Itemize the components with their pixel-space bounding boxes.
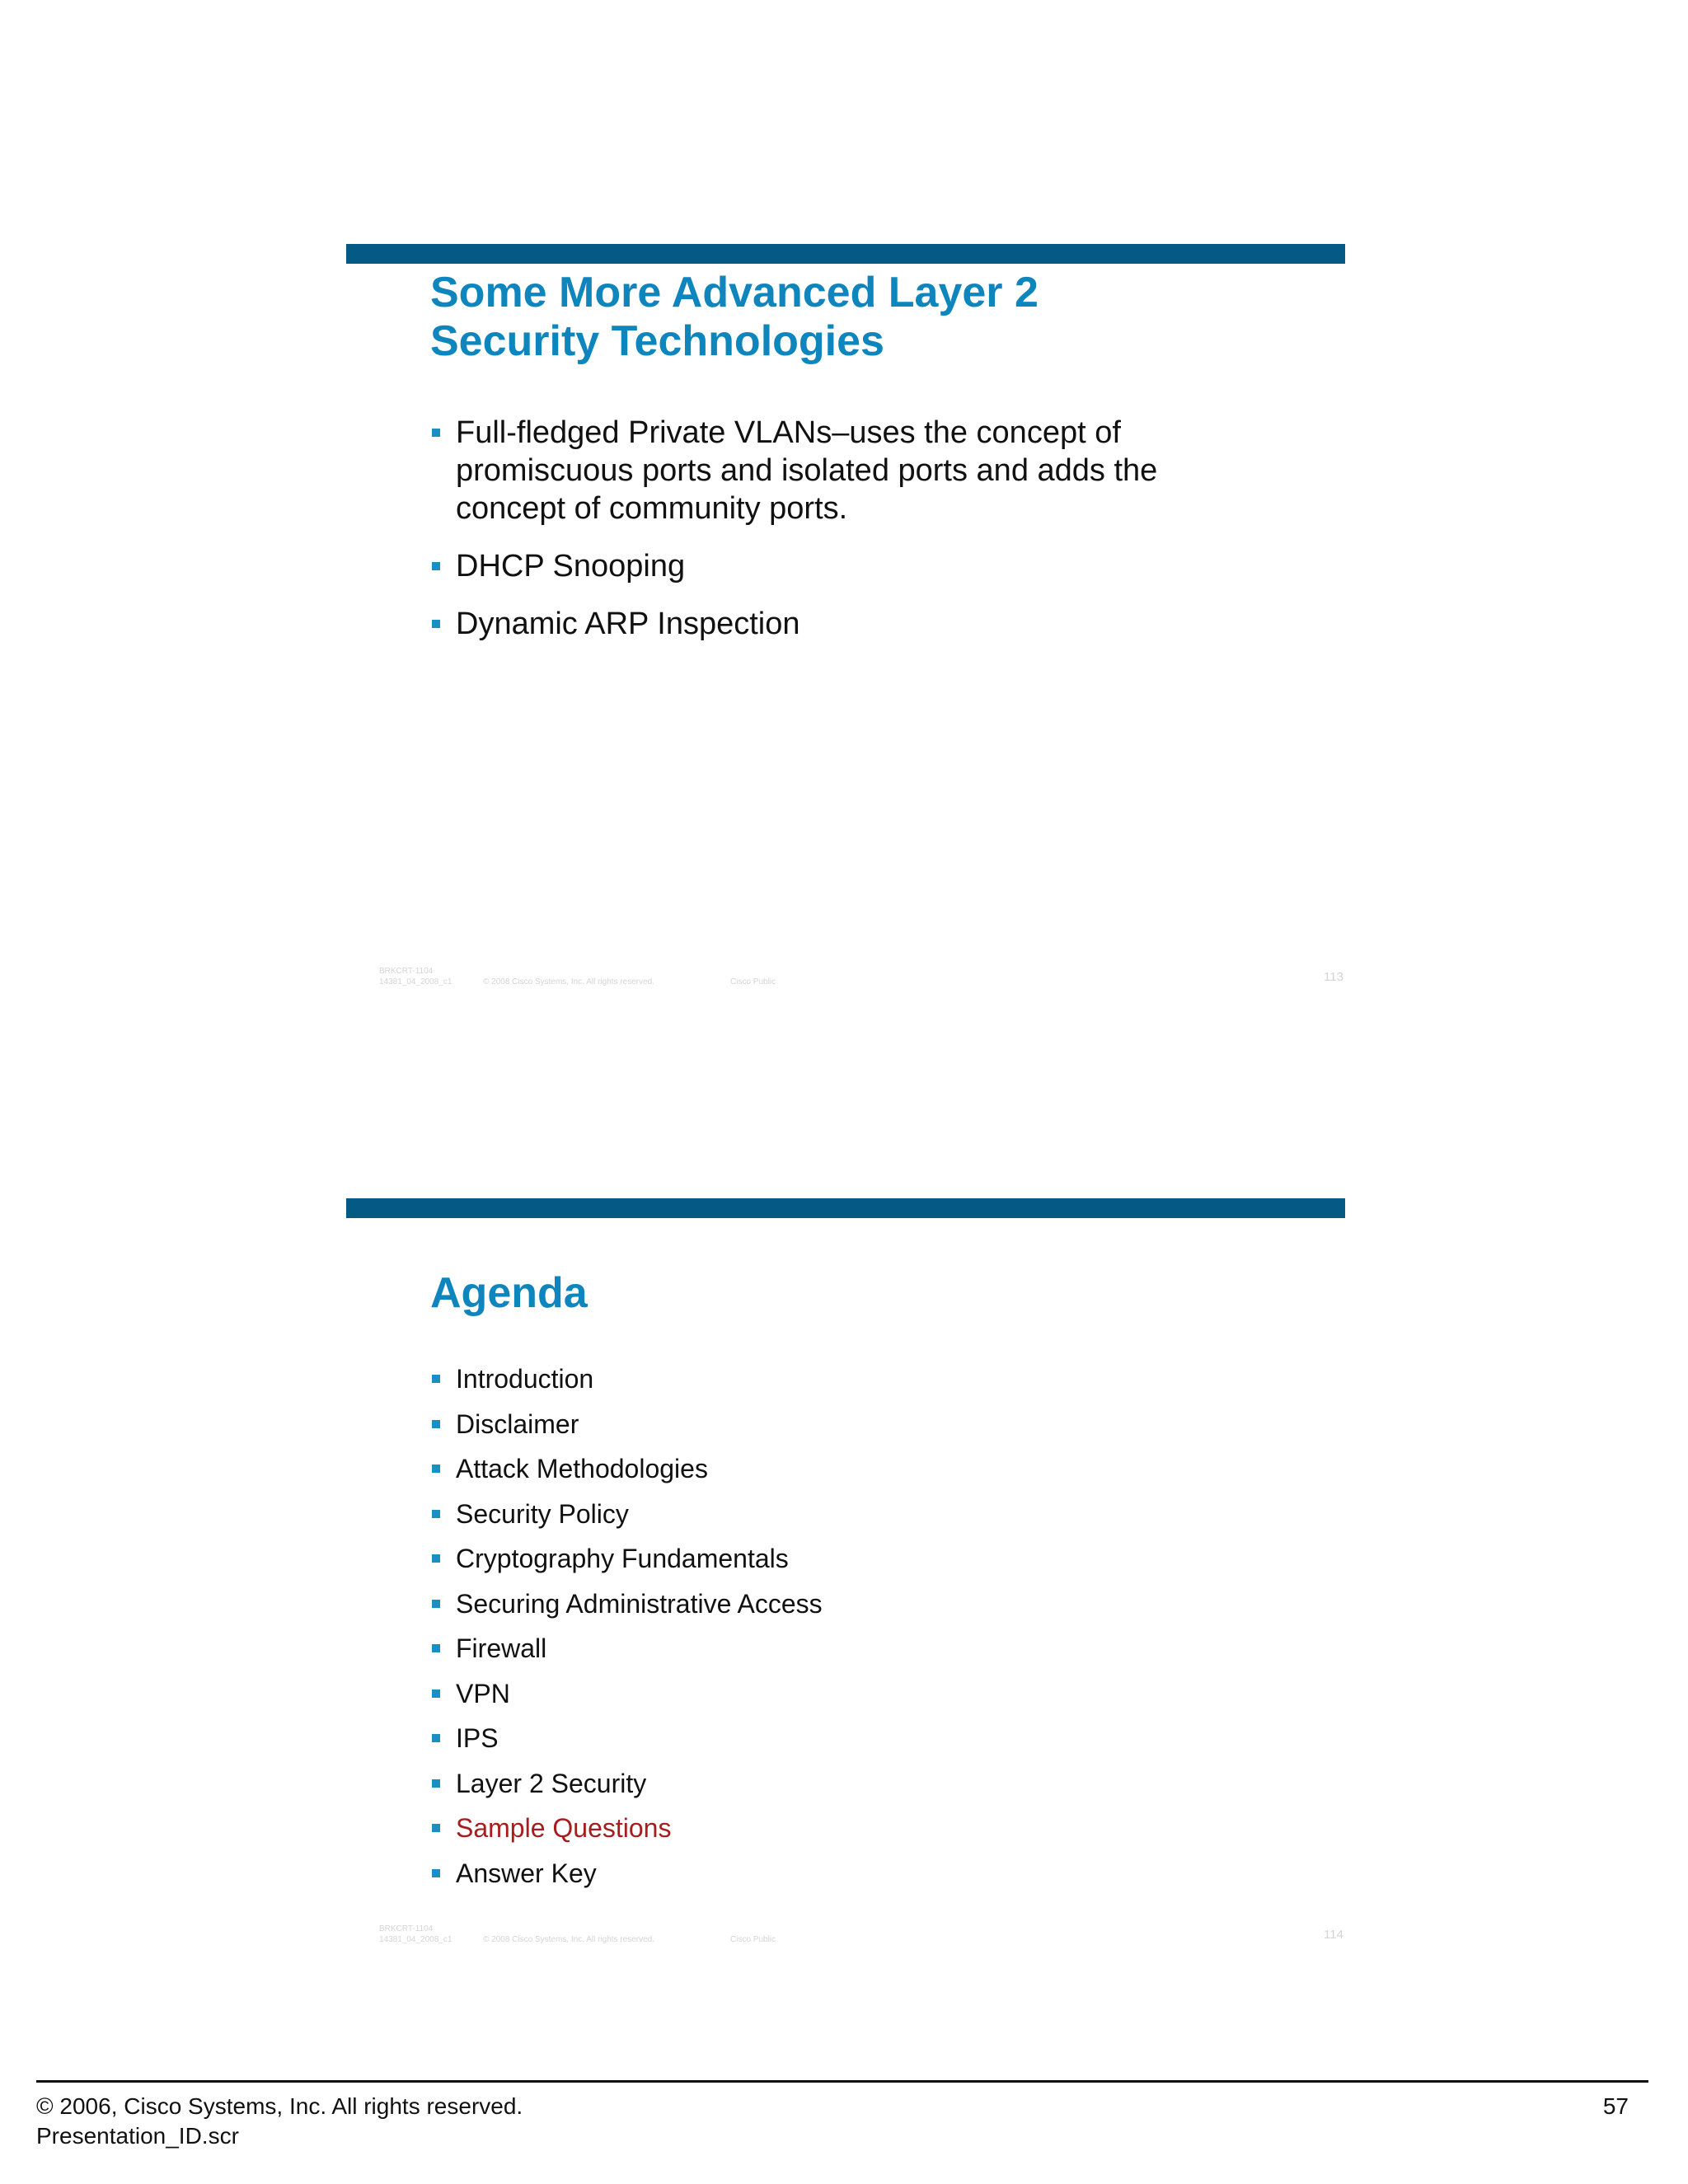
agenda-list	[430, 1363, 1254, 1902]
square-bullet-icon	[432, 1510, 440, 1518]
slide-113	[346, 244, 1345, 1068]
bullet-item	[430, 605, 1254, 643]
square-bullet-icon	[432, 1375, 440, 1383]
agenda-item-label: Cryptography Fundamentals	[456, 1544, 789, 1573]
square-bullet-icon	[432, 1869, 440, 1877]
agenda-item-label: Firewall	[456, 1633, 547, 1663]
agenda-item-label: Sample Questions	[456, 1813, 672, 1843]
square-bullet-icon	[432, 429, 440, 437]
square-bullet-icon	[432, 1690, 440, 1698]
slide-title: Agenda	[430, 1269, 588, 1317]
slide-header-bar	[346, 1198, 1345, 1218]
agenda-item-admin-access	[430, 1588, 1254, 1619]
agenda-item-answer-key	[430, 1858, 1254, 1889]
agenda-item-attack-methodologies	[430, 1453, 1254, 1484]
agenda-item-label: IPS	[456, 1723, 499, 1753]
slide-number: 114	[1324, 1928, 1343, 1942]
slide-copyright: © 2008 Cisco Systems, Inc. All rights reserved.	[483, 1935, 655, 1944]
bullet-item	[430, 547, 1254, 585]
agenda-item-security-policy	[430, 1498, 1254, 1530]
square-bullet-icon	[432, 1644, 440, 1652]
session-code: BRKCRT-1104 14381_04_2008_c1	[379, 1924, 452, 1944]
page-footer-text: © 2006, Cisco Systems, Inc. All rights reserved. Presentation_ID.scr	[36, 2093, 523, 2149]
bullet-text: DHCP Snooping	[456, 549, 686, 583]
bullet-text: Dynamic ARP Inspection	[456, 607, 800, 641]
page-number: 57	[1602, 2093, 1629, 2119]
square-bullet-icon	[432, 620, 440, 628]
square-bullet-icon	[432, 1734, 440, 1742]
square-bullet-icon	[432, 562, 440, 570]
slide-number: 113	[1324, 970, 1343, 984]
agenda-item-label: Answer Key	[456, 1858, 597, 1888]
agenda-item-label: Security Policy	[456, 1498, 629, 1529]
square-bullet-icon	[432, 1554, 440, 1563]
session-code: BRKCRT-1104 14381_04_2008_c1	[379, 967, 452, 987]
square-bullet-icon	[432, 1779, 440, 1788]
square-bullet-icon	[432, 1824, 440, 1832]
agenda-item-label: Securing Administrative Access	[456, 1588, 823, 1619]
agenda-item-label: Layer 2 Security	[456, 1768, 647, 1798]
slide-classification: Cisco Public	[730, 977, 776, 987]
slide-copyright: © 2008 Cisco Systems, Inc. All rights reserved.	[483, 977, 655, 987]
agenda-item-disclaimer	[430, 1408, 1254, 1440]
agenda-item-label: Disclaimer	[456, 1408, 579, 1439]
agenda-item-introduction	[430, 1363, 1254, 1394]
bullet-item	[430, 414, 1254, 527]
square-bullet-icon	[432, 1420, 440, 1428]
agenda-item-sample-questions	[430, 1812, 1254, 1844]
page-footer-rule	[36, 2080, 1648, 2083]
slide-classification: Cisco Public	[730, 1935, 776, 1944]
agenda-item-cryptography	[430, 1543, 1254, 1574]
slide-footer	[379, 966, 1343, 999]
bullet-text: Full-fledged Private VLANs–uses the concept of promiscuous ports and isolated ports and adds the concept of community ports.	[456, 415, 1158, 526]
agenda-item-firewall	[430, 1633, 1254, 1664]
agenda-item-ips	[430, 1722, 1254, 1754]
slide-footer	[379, 1924, 1343, 1957]
agenda-item-label: Introduction	[456, 1364, 594, 1394]
agenda-item-layer2	[430, 1768, 1254, 1799]
slide-114	[346, 1198, 1345, 2022]
square-bullet-icon	[432, 1600, 440, 1608]
agenda-item-label: VPN	[456, 1678, 510, 1708]
bullet-list	[430, 414, 1254, 663]
agenda-item-label: Attack Methodologies	[456, 1454, 708, 1483]
square-bullet-icon	[432, 1465, 440, 1473]
agenda-item-vpn	[430, 1678, 1254, 1709]
slide-title: Some More Advanced Layer 2 Security Technologies	[430, 269, 1039, 365]
slide-header-bar	[346, 244, 1345, 264]
